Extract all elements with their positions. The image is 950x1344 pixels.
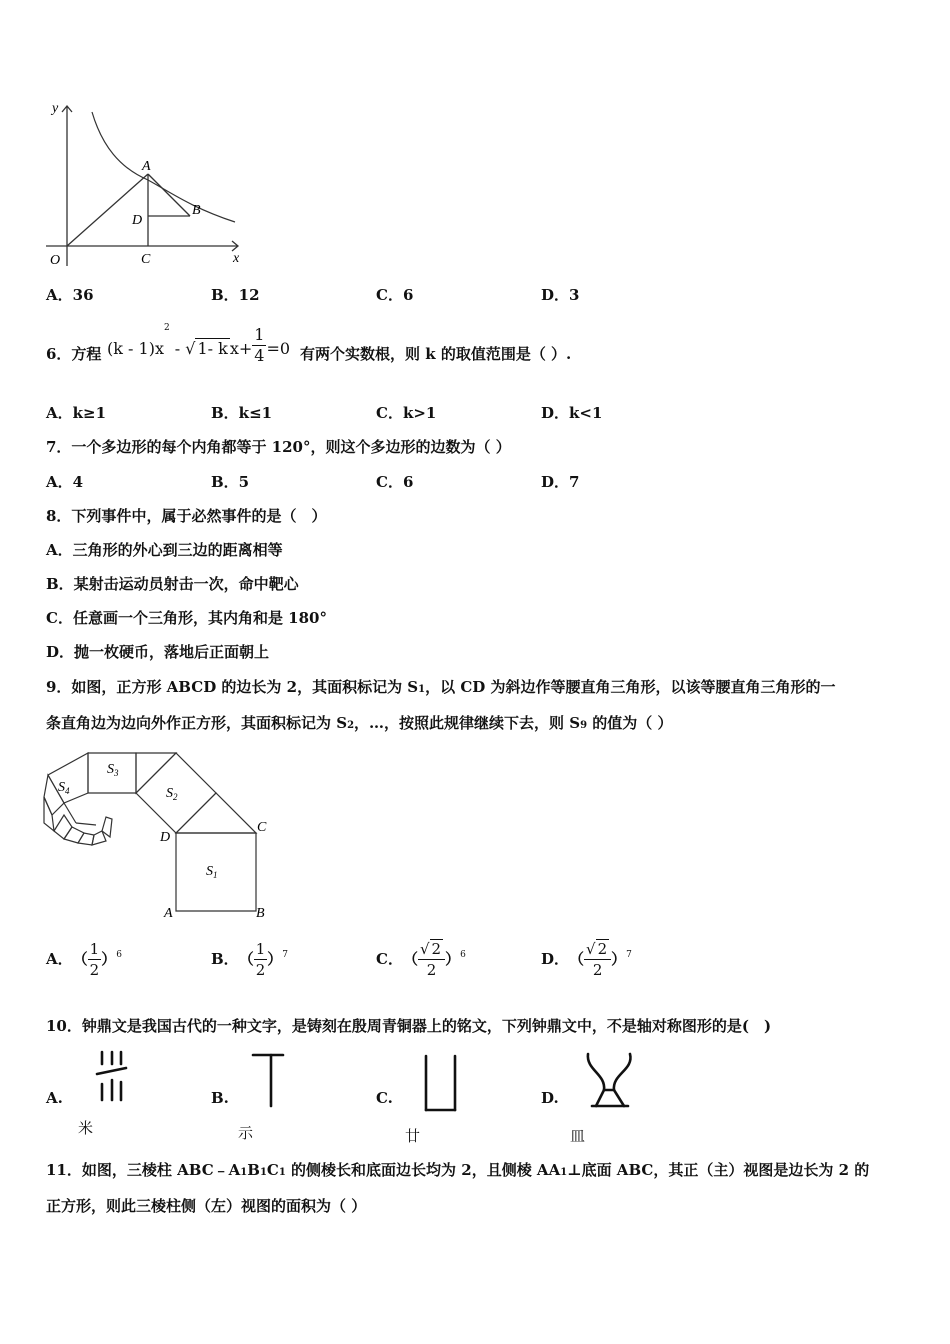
q6-eq-part1: (k - 1)x [107, 339, 164, 358]
q9-option-c-num: 2 [431, 939, 442, 958]
q11-line1-s1: 1 [240, 1167, 248, 1178]
q9-line2-sub: 2 [347, 720, 355, 731]
q9-option-a-exp: 6 [116, 950, 122, 960]
bronze-glyph-b-icon [250, 1050, 286, 1110]
q5-figure [40, 98, 250, 270]
q6-option-d[interactable]: D．k<1 [541, 404, 603, 422]
q9-option-a-label: A． [46, 950, 73, 968]
q9-line2-b: ，…，按照此规律继续下去，则 S [354, 714, 581, 732]
q10-caption-d: 皿 [570, 1127, 586, 1145]
q6-option-a[interactable]: A．k≥1 [46, 404, 107, 422]
q11-line2: 正方形，则此三棱柱侧（左）视图的面积为（ ） [46, 1197, 367, 1215]
segment-AB [148, 174, 190, 216]
q11-line1-e: ⊥底面 ABC，其正（主）视图是边长为 2 的 [567, 1161, 870, 1179]
q5-option-b[interactable]: B．12 [211, 286, 260, 304]
label-A: A [164, 906, 173, 920]
q9-option-d-exp: 7 [626, 950, 632, 960]
label-S1-main: S [206, 864, 213, 879]
q6-eq-part3: x+ [229, 339, 253, 358]
q9-option-c-exp: 6 [460, 950, 466, 960]
label-D: D [160, 830, 171, 845]
q8-option-c[interactable]: C．任意画一个三角形，其内角和是 180° [46, 609, 327, 627]
q11-line1-b: B [247, 1161, 260, 1179]
q9-line1 [46, 678, 836, 696]
q9-figure [40, 745, 280, 920]
q8-option-a[interactable]: A．三角形的外心到三边的距离相等 [46, 541, 283, 559]
label-O: O [50, 253, 61, 268]
q9-option-d-rparen: ） [611, 950, 627, 968]
q10-text: 10．钟鼎文是我国古代的一种文字，是铸刻在殷周青铜器上的铭文，下列钟鼎文中，不是轴对称图形的是( ) [46, 1017, 772, 1035]
label-y: y [52, 101, 59, 116]
label-S4 [58, 780, 70, 796]
q9-line2-c: 的值为（ ） [587, 714, 673, 732]
label-D: D [132, 213, 143, 228]
triangle-1 [176, 793, 256, 833]
q9-option-b-exp: 7 [282, 950, 288, 960]
label-S2-main: S [166, 786, 173, 801]
q11-line1-d: 的侧棱长和底面边长均为 2，且侧棱 AA [285, 1161, 561, 1179]
q7-option-b[interactable]: B．5 [211, 473, 250, 491]
q9-option-d-den: 2 [592, 960, 603, 979]
q9-option-a-num: 1 [89, 939, 100, 958]
q9-option-b-den: 2 [255, 960, 266, 979]
q5-option-a[interactable]: A．36 [46, 286, 94, 304]
q9-option-d-lparen: （ [569, 950, 585, 968]
q9-option-c[interactable] [376, 935, 466, 983]
q11-line1 [46, 1161, 869, 1179]
label-S1-sub: 1 [213, 870, 218, 880]
q9-line2 [46, 714, 673, 732]
q6-equation [107, 325, 290, 366]
q9-option-d-num-wrap: √ 2 [584, 939, 611, 960]
q9-option-b-rparen: ） [267, 950, 283, 968]
q6-eq-part2: - [169, 339, 186, 358]
q10-option-c[interactable]: C. [376, 1089, 393, 1107]
label-S4-sub: 4 [65, 786, 70, 796]
q6-sqrt: √ 1- k [185, 339, 228, 358]
q9-option-c-frac [418, 939, 445, 980]
q10-option-b[interactable]: B. [211, 1089, 229, 1107]
label-S2 [166, 786, 178, 802]
q9-option-a-lparen: （ [72, 950, 88, 968]
q9-line1-a: 9．如图，正方形 ABCD 的边长为 2，其面积标记为 S [46, 678, 419, 696]
q6-eq-sqrt: 1- k [197, 339, 228, 358]
q9-option-d-frac [584, 939, 611, 980]
q10-option-d[interactable]: D. [541, 1089, 559, 1107]
q6-eq-sup: 2 [163, 323, 170, 333]
q6-suffix: 有两个实数根，则 k 的取值范围是（ ）. [300, 345, 572, 363]
q7-option-a[interactable]: A．4 [46, 473, 84, 491]
q11-line1-s4: 1 [560, 1167, 568, 1178]
q9-line2-a: 条直角边为边向外作正方形，其面积标记为 S [46, 714, 348, 732]
label-S3-main: S [107, 762, 114, 777]
q6-eq-frac [252, 325, 266, 366]
square-S8 [64, 827, 84, 843]
q11-line1-s2: 1 [259, 1167, 267, 1178]
q9-option-c-label: C． [376, 950, 403, 968]
q9-option-c-lparen: （ [402, 950, 418, 968]
q9-option-a-rparen: ） [101, 950, 117, 968]
q7-option-c[interactable]: C．6 [376, 473, 414, 491]
q6-eq-part4: =0 [266, 339, 291, 358]
label-S1 [206, 864, 218, 880]
q8-option-b[interactable]: B．某射击运动员射击一次，命中靶心 [46, 575, 299, 593]
q8-option-d[interactable]: D．抛一枚硬币，落地后正面朝上 [46, 643, 270, 661]
label-C: C [257, 820, 267, 835]
square-S9 [78, 833, 94, 845]
q6-option-b[interactable]: B．k≤1 [211, 404, 273, 422]
q7-text: 7．一个多边形的每个内角都等于 120°，则这个多边形的边数为（ ） [46, 438, 511, 456]
q8-text: 8．下列事件中，属于必然事件的是（ ） [46, 507, 327, 525]
q11-line1-s3: 1 [278, 1167, 286, 1178]
q9-option-b[interactable] [211, 935, 288, 983]
label-S3-sub: 3 [114, 768, 119, 778]
q9-option-c-num-wrap: √ 2 [418, 939, 445, 960]
q9-option-b-label: B． [211, 950, 239, 968]
q11-line1-c: C [266, 1161, 279, 1179]
q6-eq-frac-num: 1 [254, 325, 265, 344]
q10-option-a[interactable]: A. [46, 1089, 63, 1107]
q5-option-d[interactable]: D．3 [541, 286, 580, 304]
bronze-glyph-d-icon [582, 1050, 638, 1110]
label-S2-sub: 2 [173, 792, 178, 802]
q9-option-d-num: 2 [597, 939, 608, 958]
q6-eq-frac-den: 4 [254, 346, 265, 365]
q9-line2-sub2: 9 [580, 720, 588, 731]
spiral-line-2 [76, 823, 96, 825]
q9-option-a[interactable] [46, 935, 122, 983]
q9-line1-sub: 1 [418, 684, 426, 695]
q6-prefix: 6．方程 [46, 345, 102, 363]
q7-option-d[interactable]: D．7 [541, 473, 580, 491]
label-S3 [107, 762, 119, 778]
q10-caption-a: 米 [78, 1119, 94, 1137]
square-S7 [54, 815, 72, 839]
q5-option-c[interactable]: C．6 [376, 286, 414, 304]
q9-line1-b: ，以 CD 为斜边作等腰直角三角形，以该等腰直角三角形的一 [425, 678, 836, 696]
q9-option-c-rparen: ） [445, 950, 461, 968]
label-B: B [256, 906, 265, 920]
q10-caption-c: 廿 [405, 1127, 421, 1145]
label-A: A [142, 159, 151, 174]
q9-option-b-num: 1 [255, 939, 266, 958]
q9-option-d[interactable] [541, 935, 632, 983]
label-S4-main: S [58, 780, 65, 795]
q11-line1-a: 11．如图，三棱柱 ABC﹣A [46, 1161, 241, 1179]
segment-OA [67, 174, 148, 246]
spiral-line-1 [64, 803, 76, 823]
bronze-glyph-c-icon [418, 1052, 462, 1112]
q9-option-a-den: 2 [89, 960, 100, 979]
q9-option-b-lparen: （ [238, 950, 254, 968]
q9-option-b-frac [254, 939, 268, 980]
q9-option-a-frac [88, 939, 102, 980]
q10-caption-b: 示 [238, 1124, 254, 1142]
label-x: x [233, 251, 240, 266]
q9-option-c-den: 2 [426, 960, 437, 979]
label-C: C [141, 252, 151, 267]
q9-option-d-label: D． [541, 950, 570, 968]
q6-option-c[interactable]: C．k>1 [376, 404, 437, 422]
label-B: B [192, 203, 201, 218]
bronze-glyph-a-icon [92, 1050, 132, 1106]
